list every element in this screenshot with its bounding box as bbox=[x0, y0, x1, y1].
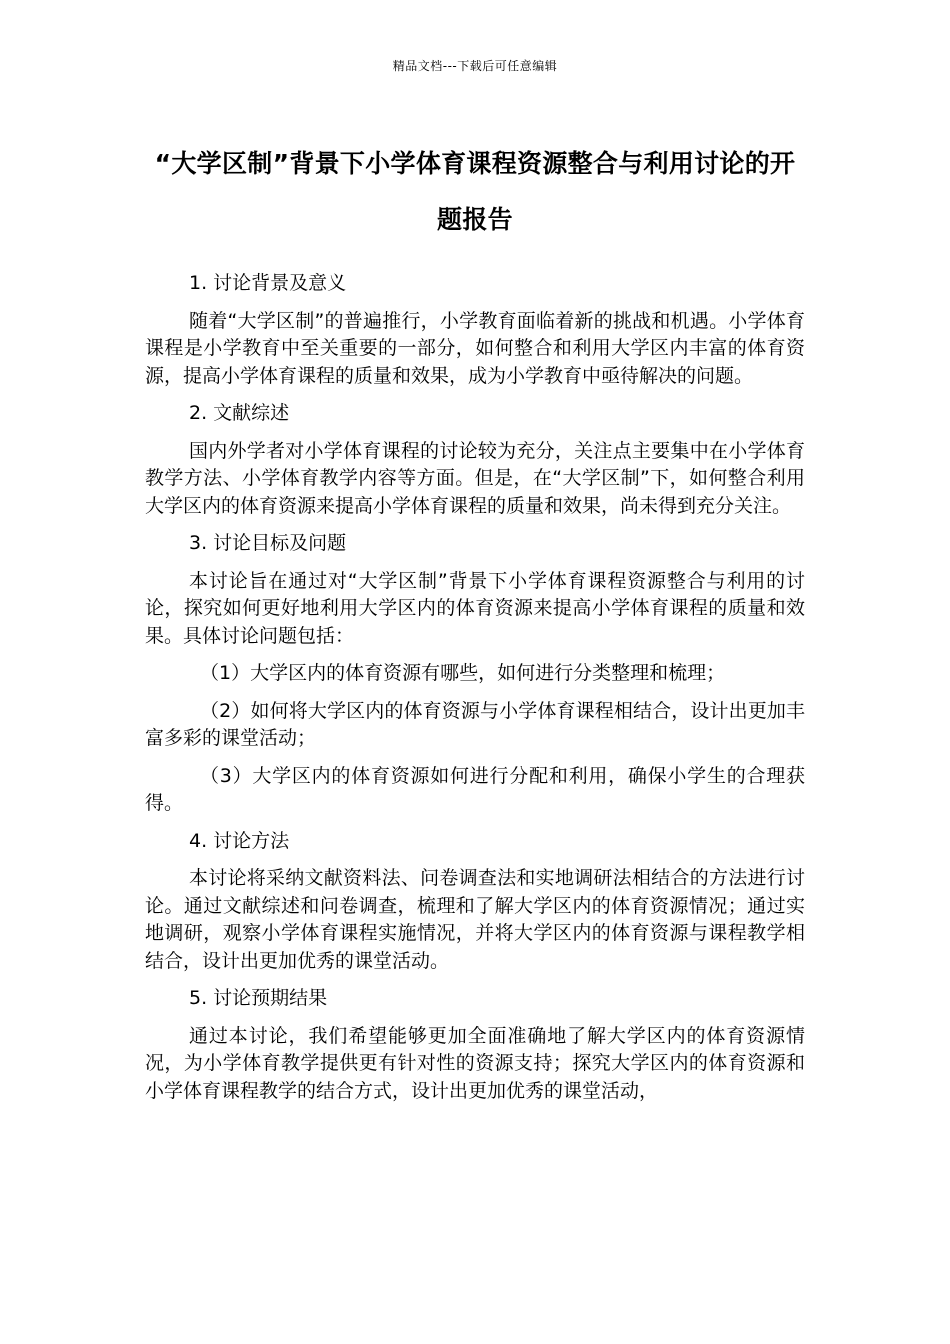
section-background bbox=[145, 270, 805, 390]
list-item: （1）大学区内的体育资源有哪些，如何进行分类整理和梳理； bbox=[200, 662, 726, 684]
paragraph: 本讨论旨在通过对“大学区制”背景下小学体育课程资源整合与利用的讨论，探究如何更好地利用大学区内的体育资源来提高小学体育课程的质量和效果。具体讨论问题包括： bbox=[145, 569, 805, 647]
section-heading: 3. 讨论目标及问题 bbox=[189, 532, 347, 554]
list-item: （2）如何将大学区内的体育资源与小学体育课程相结合，设计出更加丰富多彩的课堂活动； bbox=[145, 699, 805, 749]
section-heading: 4. 讨论方法 bbox=[189, 829, 290, 852]
list-item: （3）大学区内的体育资源如何进行分配和利用，确保小学生的合理获得。 bbox=[145, 764, 805, 814]
document-title: “大学区制”背景下小学体育课程资源整合与利用讨论的开题报告 bbox=[154, 149, 796, 234]
paragraph: 本讨论将采纳文献资料法、问卷调查法和实地调研法相结合的方法进行讨论。通过文献综述和问卷调查，梳理和了解大学区内的体育资源情况；通过实地调研，观察小学体育课程实施情况，并将大学区内的体育资源与课程教学相结合，设计出更加优秀的课堂活动。 bbox=[145, 867, 805, 972]
paragraph: 国内外学者对小学体育课程的讨论较为充分，关注点主要集中在小学体育教学方法、小学体育教学内容等方面。但是，在“大学区制”下，如何整合利用大学区内的体育资源来提高小学体育课程的质量和效果，尚未得到充分关注。 bbox=[145, 439, 805, 517]
section-literature-review bbox=[145, 400, 805, 520]
section-methods bbox=[145, 828, 805, 976]
section-heading: 1. 讨论背景及意义 bbox=[189, 272, 347, 294]
section-expected-results bbox=[145, 985, 805, 1105]
section-objectives bbox=[145, 530, 805, 818]
document-body bbox=[145, 270, 805, 1115]
paragraph: 通过本讨论，我们希望能够更加全面准确地了解大学区内的体育资源情况，为小学体育教学提供更有针对性的资源支持；探究大学区内的体育资源和小学体育课程教学的结合方式，设计出更加优秀的课堂活动， bbox=[145, 1024, 805, 1102]
header-note: 精品文档---下载后可任意编辑 bbox=[392, 59, 558, 73]
paragraph: 随着“大学区制”的普遍推行，小学教育面临着新的挑战和机遇。小学体育课程是小学教育中至关重要的一部分，如何整合和利用大学区内丰富的体育资源，提高小学体育课程的质量和效果，成为小学教育中亟待解决的问题。 bbox=[145, 309, 805, 387]
section-heading: 5. 讨论预期结果 bbox=[189, 987, 328, 1009]
section-heading: 2. 文献综述 bbox=[189, 402, 290, 424]
